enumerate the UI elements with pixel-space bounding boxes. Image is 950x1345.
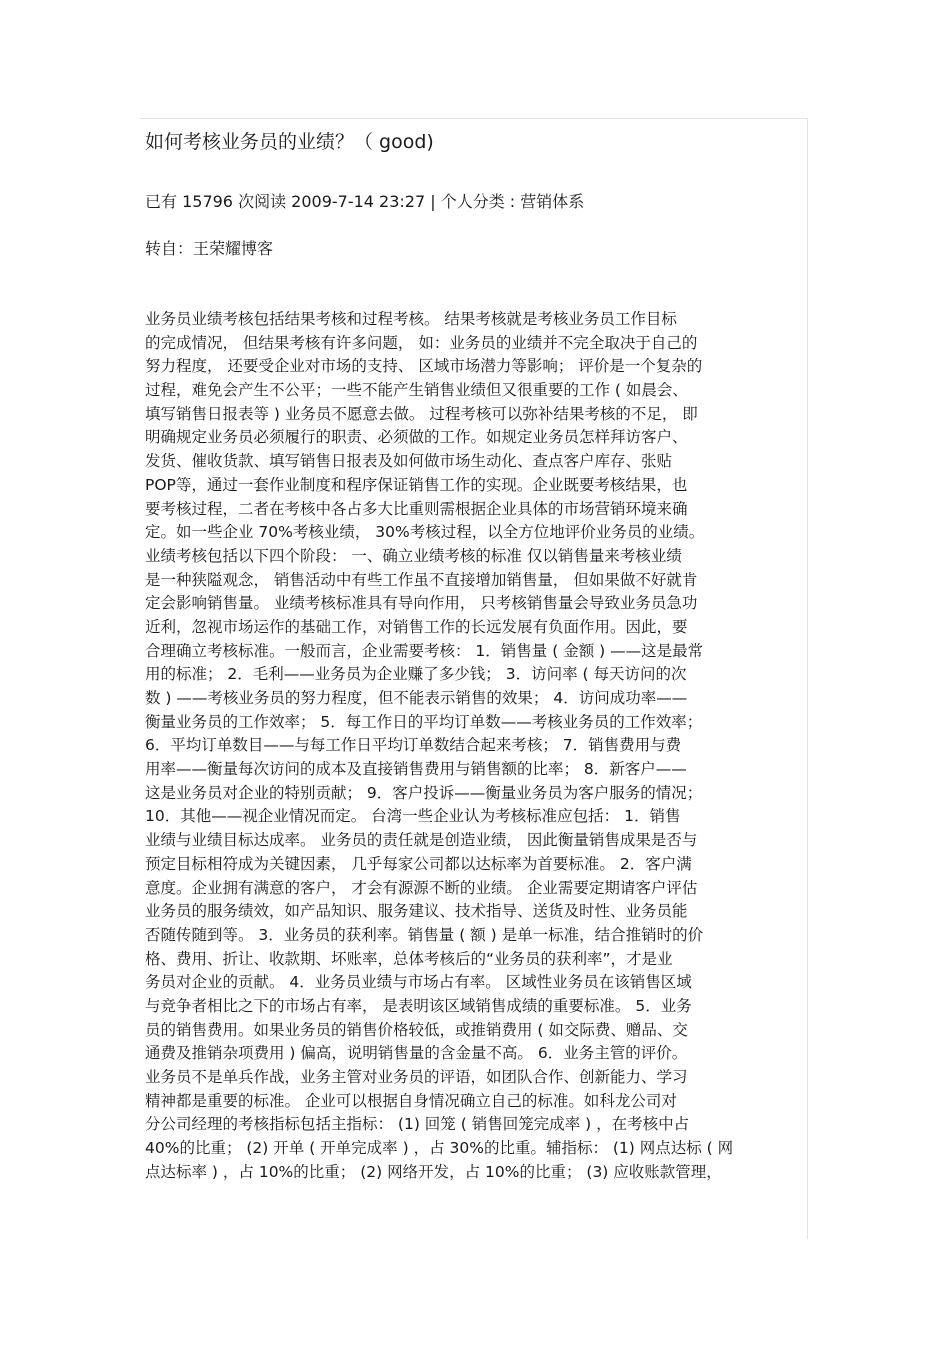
- body-line: 的完成情况， 但结果考核有许多问题， 如：业务员的业绩并不完全取决于自己的: [145, 333, 698, 352]
- body-line: 要考核过程，二者在考核中各占多大比重则需根据企业具体的市场营销环境来确: [145, 499, 688, 518]
- body-line: 是一种狭隘观念， 销售活动中有些工作虽不直接增加销售量， 但如果做不好就肯: [145, 570, 698, 589]
- body-line: 业绩考核包括以下四个阶段： 一、确立业绩考核的标准 仅以销售量来考核业绩: [145, 546, 682, 565]
- body-line: 格、费用、折让、收款期、坏账率，总体考核后的“业务员的获利率”，才是业: [145, 949, 673, 968]
- body-line: 精神都是重要的标准。 企业可以根据自身情况确立自己的标准。如科龙公司对: [145, 1091, 677, 1110]
- body-line: 否随传随到等。 3．业务员的获利率。销售量 ( 额 ) 是单一标准，结合推销时的价: [145, 925, 704, 944]
- body-line: 用率——衡量每次访问的成本及直接销售费用与销售额的比率； 8．新客户——: [145, 760, 687, 779]
- body-line: 定会影响销售量。 业绩考核标准具有导向作用， 只考核销售量会导致业务员急功: [145, 594, 698, 613]
- body-line: 这是业务员对企业的特别贡献； 9．客户投诉——衡量业务员为客户服务的情况；: [145, 783, 703, 802]
- body-line: 6．平均订单数目——与每工作日平均订单数结合起来考核； 7．销售费用与费: [145, 736, 682, 755]
- body-line: 业务员不是单兵作战，业务主管对业务员的评语，如团队合作、创新能力、学习: [145, 1068, 688, 1086]
- body-line: 用的标准； 2．毛利——业务员为企业赚了多少钱； 3．访问率 ( 每天访问的次: [145, 665, 687, 684]
- body-line: 分公司经理的考核指标包括主指标： (1) 回笼 ( 销售回笼完成率 ) ，在考核中占: [145, 1115, 690, 1134]
- body-line: 衡量业务员的工作效率； 5．每工作日的平均订单数——考核业务员的工作效率；: [145, 712, 703, 731]
- body-line: 努力程度， 还要受企业对市场的支持、 区域市场潜力等影响； 评价是一个复杂的: [145, 357, 703, 376]
- body-line: POP等，通过一套作业制度和程序保证销售工作的实现。企业既要考核结果，也: [145, 475, 688, 494]
- article-body: [145, 308, 810, 1184]
- body-line: 过程，难免会产生不公平；一些不能产生销售业绩但又很重要的工作 ( 如晨会、: [145, 381, 688, 400]
- body-line: 意度。企业拥有满意的客户， 才会有源源不断的业绩。 企业需要定期请客户评估: [145, 878, 698, 897]
- article-meta: 已有 15796 次阅读 2009-7-14 23:27 | 个人分类 : 营销体系: [145, 192, 585, 211]
- body-line: 发货、催收货款、填写销售日报表及如何做市场生动化、查点客户库存、张贴: [145, 452, 673, 471]
- article-source: 转自：王荣耀博客: [145, 239, 274, 258]
- body-line: 填写销售日报表等 ) 业务员不愿意去做。 过程考核可以弥补结果考核的不足， 即: [145, 404, 698, 423]
- body-line: 与竞争者相比之下的市场占有率， 是表明该区域销售成绩的重要标准。 5．业务: [145, 996, 692, 1015]
- body-line: 点达标率 ) ，占 10%的比重； (2) 网络开发，占 10%的比重； (3) 应收账款管理，: [145, 1162, 722, 1181]
- body-line: 合理确立考核标准。一般而言，企业需要考核： 1．销售量 ( 金额 ) ——这是最常: [145, 641, 704, 660]
- article-title: 如何考核业务员的业绩？（ good): [145, 131, 434, 153]
- body-line: 业务员业绩考核包括结果考核和过程考核。 结果考核就是考核业务员工作目标: [145, 310, 677, 328]
- body-line: 业绩与业绩目标达成率。 业务员的责任就是创造业绩， 因此衡量销售成果是否与: [145, 831, 698, 850]
- body-line: 明确规定业务员必须履行的职责、必须做的工作。如规定业务员怎样拜访客户、: [145, 428, 688, 447]
- body-line: 员的销售费用。如果业务员的销售价格较低，或推销费用 ( 如交际费、赠品、交: [145, 1020, 688, 1039]
- body-line: 预定目标相符成为关键因素， 几乎每家公司都以达标率为首要标准。 2．客户满: [145, 854, 692, 873]
- body-line: 通费及推销杂项费用 ) 偏高，说明销售量的含金量不高。 6．业务主管的评价。: [145, 1044, 688, 1063]
- body-line: 务员对企业的贡献。 4．业务员业绩与市场占有率。 区域性业务员在该销售区域: [145, 973, 692, 992]
- body-line: 数 ) ——考核业务员的努力程度，但不能表示销售的效果； 4．访问成功率——: [145, 689, 688, 707]
- body-line: 定。如一些企业 70%考核业绩， 30%考核过程，以全方位地评价业务员的业绩。: [145, 523, 705, 542]
- body-line: 40%的比重； (2) 开单 ( 开单完成率 ) ，占 30%的比重。辅指标： (1) 网点达标 ( 网: [145, 1139, 734, 1158]
- body-line: 近利，忽视市场运作的基础工作，对销售工作的长远发展有负面作用。因此，要: [145, 617, 688, 636]
- body-line: 10．其他——视企业情况而定。 台湾一些企业认为考核标准应包括： 1．销售: [145, 807, 681, 826]
- body-line: 业务员的服务绩效，如产品知识、服务建议、技术指导、送货及时性、业务员能: [145, 902, 688, 921]
